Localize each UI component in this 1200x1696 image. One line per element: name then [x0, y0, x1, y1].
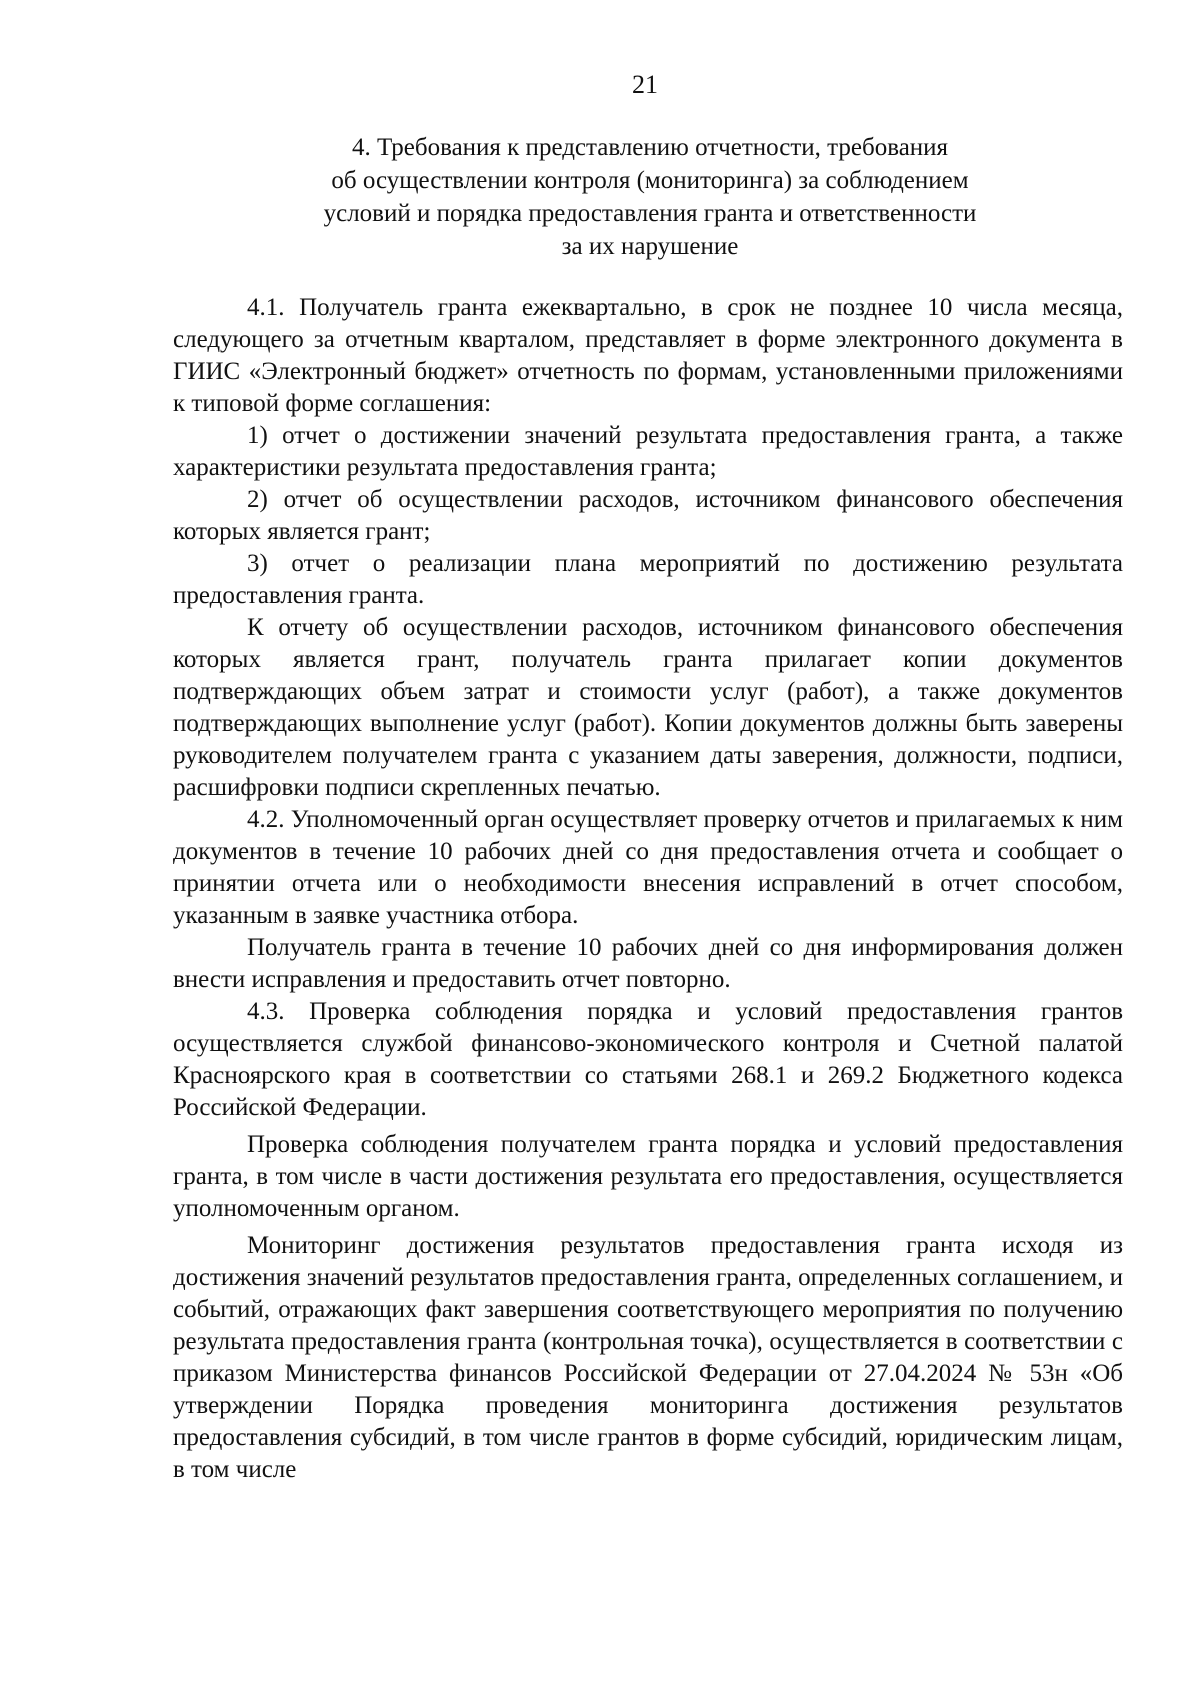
paragraph-monitoring: Мониторинг достижения результатов предоставления гранта исходя из достижения значений результатов предоставления гранта, определенных соглашением, и событий, отражающих факт завершения соответствующего мероприятия по получению результата предоставления гранта (контрольная точка), осуществляется в соответствии с приказом Министерства финансов Российской Федерации от 27.04.2024 № 53н «Об утверждении Порядка проведения мониторинга достижения результатов предоставления субсидий, в том числе грантов в форме субсидий, юридическим лицам, в том числе: [173, 1232, 1124, 1483]
page-number: 21: [632, 70, 658, 99]
list-item-2: 2) отчет об осуществлении расходов, источником финансового обеспечения которых является грант;: [173, 486, 1123, 545]
section-heading: [230, 131, 1070, 263]
heading-line: за их нарушение: [561, 233, 739, 260]
paragraph-4-1: 4.1. Получатель гранта ежеквартально, в срок не позднее 10 числа месяца, следующего за отчетным кварталом, представляет в форме электронного документа в ГИИС «Электронный бюджет» отчетность по формам, установленными приложениями к типовой форме соглашения:: [173, 294, 1123, 417]
document-body: [173, 292, 1123, 1486]
heading-line: 4. Требования к представлению отчетности, требования: [351, 134, 949, 161]
list-item-3: 3) отчет о реализации плана мероприятий по достижению результата предоставления гранта.: [173, 550, 1123, 609]
list-item-1: 1) отчет о достижении значений результата предоставления гранта, а также характеристики результата предоставления гранта;: [173, 422, 1123, 481]
heading-line: условий и порядка предоставления гранта и ответственности: [323, 200, 977, 227]
paragraph-4-2: 4.2. Уполномоченный орган осуществляет проверку отчетов и прилагаемых к ним документов в течение 10 рабочих дней со дня предоставления отчета и сообщает о принятии отчета или о необходимости внесения исправлений в отчет способом, указанным в заявке участника отбора.: [173, 806, 1123, 929]
paragraph-report-attachments: К отчету об осуществлении расходов, источником финансового обеспечения которых является грант, получатель гранта прилагает копии документов подтверждающих объем затрат и стоимости услуг (работ), а также документов подтверждающих выполнение услуг (работ). Копии документов должны быть заверены руководителем получателем гранта с указанием даты заверения, должности, подписи, расшифровки подписи скрепленных печатью.: [173, 614, 1123, 801]
paragraph-corrections: Получатель гранта в течение 10 рабочих дней со дня информирования должен внести исправления и предоставить отчет повторно.: [173, 934, 1123, 993]
heading-line: об осуществлении контроля (мониторинга) за соблюдением: [331, 167, 969, 194]
paragraph-compliance-check: Проверка соблюдения получателем гранта порядка и условий предоставления гранта, в том числе в части достижения результата его предоставления, осуществляется уполномоченным органом.: [173, 1131, 1123, 1222]
paragraph-4-3: 4.3. Проверка соблюдения порядка и условий предоставления грантов осуществляется службой финансово-экономического контроля и Счетной палатой Красноярского края в соответствии со статьями 268.1 и 269.2 Бюджетного кодекса Российской Федерации.: [173, 998, 1123, 1121]
